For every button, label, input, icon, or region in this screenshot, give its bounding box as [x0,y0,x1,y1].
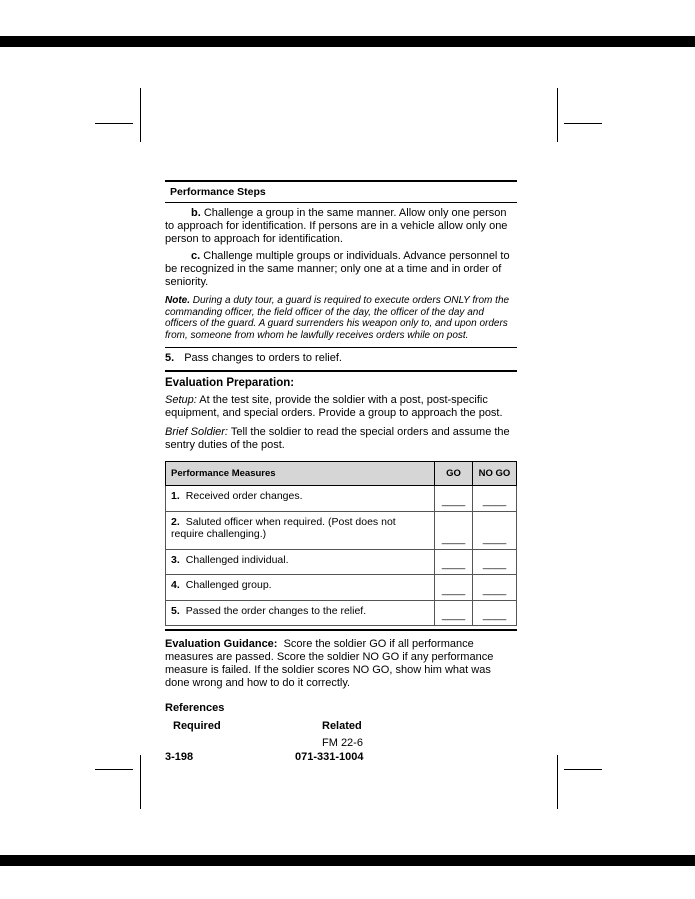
references-related-column [322,720,363,750]
measure-text: Challenged individual. [185,553,289,566]
evaluation-preparation-heading: Evaluation Preparation: [165,377,295,389]
nogo-blank: ____ [473,575,517,601]
brief-soldier-label: Brief Soldier: [165,426,228,438]
measure-cell [166,511,435,549]
measure-cell [166,486,435,512]
step-c-label: c. [191,250,201,262]
evaluation-guidance-paragraph [165,638,517,690]
measure-cell [166,575,435,601]
crop-mark-bottom-right-vertical [557,755,558,809]
go-blank: ____ [435,549,473,575]
step-b [165,207,517,246]
step-b-label: b. [191,207,201,219]
rule-below-table [165,629,517,631]
go-blank: ____ [435,600,473,626]
measure-number: 5. [171,604,180,617]
table-row [166,600,517,626]
measure-text: Passed the order changes to the relief. [185,604,367,617]
brief-soldier-paragraph [165,426,517,452]
header-performance-measures: Performance Measures [166,462,435,486]
step-5-text: Pass changes to orders to relief. [184,352,342,364]
measure-number: 1. [171,490,180,502]
crop-mark-top-right-horizontal [564,123,602,124]
go-blank: ____ [435,486,473,512]
table-row [166,486,517,512]
header-go: GO [435,462,473,486]
nogo-blank: ____ [473,511,517,549]
evaluation-guidance-label: Evaluation Guidance: [165,638,278,650]
required-label: Required [173,720,221,732]
note-paragraph [165,295,517,341]
evaluation-guidance-text: Score the soldier GO if all performance measures are passed. Score the soldier NO GO if any performance measure is failed. If the soldier scores NO GO, show him what was done wrong and how to do it correctly. [165,638,494,689]
measure-cell [166,600,435,626]
table-row [166,549,517,575]
step-b-text: Challenge a group in the same manner. Allow only one person to approach for identification. If persons are in a vehicle allow only one person to approach for identification. [165,207,508,245]
step-5-number: 5. [165,352,175,364]
content-column [165,180,517,750]
go-blank: ____ [435,511,473,549]
references-columns [165,720,517,750]
note-label: Note. [165,295,190,306]
crop-mark-top-left-vertical [140,88,141,142]
go-blank: ____ [435,575,473,601]
crop-mark-bottom-left-horizontal [95,769,133,770]
table-row [166,511,517,549]
nogo-blank: ____ [473,549,517,575]
top-border-bar [0,36,695,47]
footer-page-number: 3-198 [165,751,194,763]
nogo-blank: ____ [473,600,517,626]
rule-below-step-5 [165,370,517,372]
related-label: Related [322,720,362,732]
step-c [165,250,517,289]
header-no-go: NO GO [473,462,517,486]
brief-soldier-text: Tell the soldier to read the special orders and assume the sentry duties of the post. [165,426,510,451]
measure-text: Saluted officer when required. (Post does not require challenging.) [171,515,396,540]
performance-measures-table [165,461,517,626]
nogo-blank: ____ [473,486,517,512]
footer-task-number: 071-331-1004 [295,751,364,763]
rule-below-performance-steps [165,202,517,203]
bottom-border-bar [0,855,695,866]
measure-number: 4. [171,579,180,591]
setup-label: Setup: [165,394,197,406]
setup-paragraph [165,394,517,420]
measure-text: Challenged group. [185,579,272,591]
step-c-text: Challenge multiple groups or individuals. Advance personnel to be recognized in the same manner; only one at a time and in order of seniority. [165,250,510,288]
step-5 [165,352,517,365]
crop-mark-bottom-left-vertical [140,755,141,809]
references-heading: References [165,702,225,714]
measure-number: 2. [171,515,180,528]
setup-text: At the test site, provide the soldier with a post, post-specific equipment, and special orders. Provide a group to approach the post. [165,394,503,419]
crop-mark-bottom-right-horizontal [564,769,602,770]
performance-steps-header: Performance Steps [170,186,266,198]
table-row [166,575,517,601]
measure-cell [166,549,435,575]
note-text: During a duty tour, a guard is required to execute orders ONLY from the commanding officer, the field officer of the day, the officer of the day and officers of the guard. A guard surrenders his weapon only to, and upon orders from, someone from whom he lawfully receives orders while on post. [165,295,510,341]
crop-mark-top-left-horizontal [95,123,133,124]
references-required-column [165,720,322,750]
table-header-row [166,462,517,486]
related-reference-item: FM 22-6 [322,737,363,749]
measure-number: 3. [171,553,180,566]
rule-above-step-5 [165,347,517,348]
measure-text: Received order changes. [185,490,303,502]
crop-mark-top-right-vertical [557,88,558,142]
